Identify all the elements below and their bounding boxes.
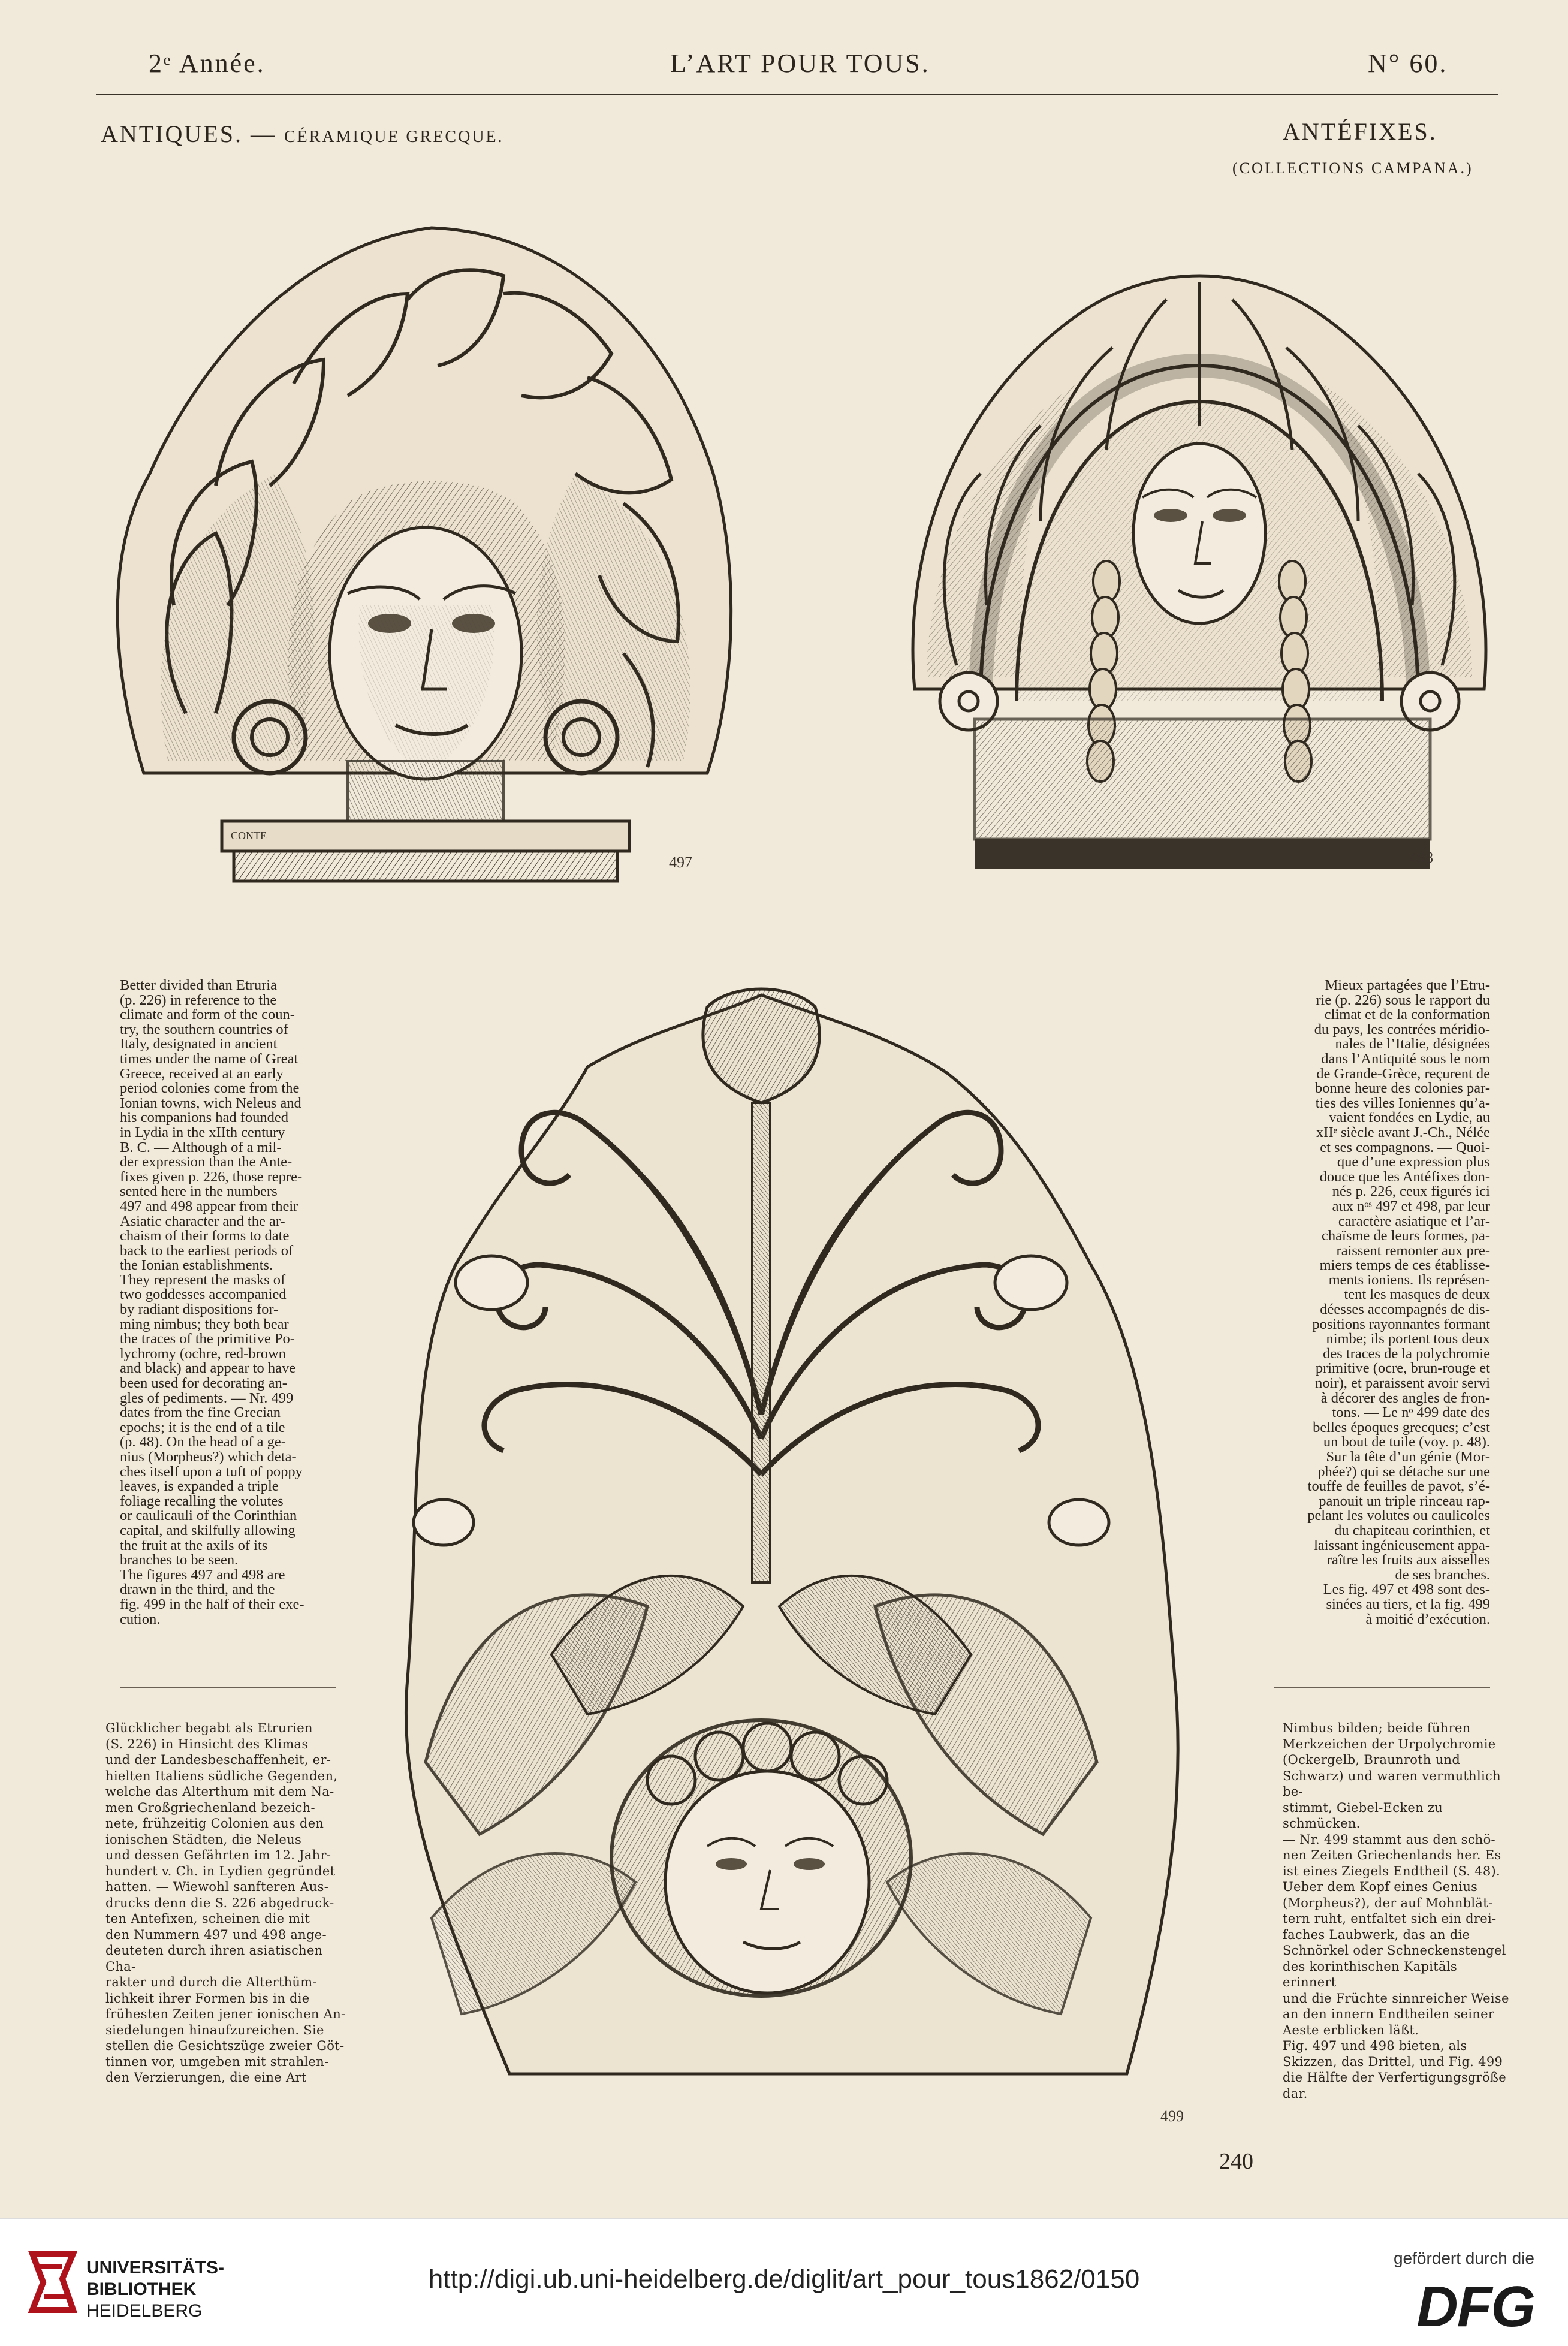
page-number: 240	[1219, 2149, 1253, 2174]
library-name-line-1: UNIVERSITÄTS-	[86, 2258, 225, 2278]
funding-note: gefördert durch die	[1393, 2249, 1534, 2267]
digital-copy-url[interactable]: http://digi.ub.uni-heidelberg.de/diglit/art_pour_tous1862/0150	[428, 2264, 1140, 2294]
library-name-line-2: BIBLIOTHEK	[86, 2279, 197, 2299]
figure-499-tile-end	[372, 983, 1223, 2098]
antefix-goddess-illustration-1	[96, 222, 755, 887]
figure-497-antefix	[96, 222, 755, 887]
english-text-column: Better divided than Etruria (p. 226) in reference to the climate and form of the coun- try, the southern countries of Italy, designated in ancient times under the name of Great Greece, received at an early period colonies come from the Ionian towns, wich Neleus and his companions had founded in Lydia in the xIIth century B. C. — Although of a mil- der expression than the Ante- fixes given p. 226, those repre- sented here in the numbers 497 and 498 appear from their Asiatic character and the ar- chaism of their forms to date back to the earliest periods of the Ionian establishments. They represent the masks of two goddesses accompanied by radiant dispositions for- ming nimbus; they both bear the traces of the primitive Po- lychromy (ochre, red-brown and black) and appear to have been used for decorating an- gles of pediments. — Nr. 499 dates from the fine Grecian epochs; it is the end of a tile (p. 48). On the head of a ge- nius (Morpheus?) which deta- ches itself upon a tuft of poppy leaves, is expanded a triple foliage recalling the volutes or caulicauli of the Corinthian capital, and skilfully allowing the fruit at the axils of its branches to be seen. The figures 497 and 498 are drawn in the third, and the fig. 499 in the half of their exe- cution.	[120, 977, 304, 1627]
german-text-column-left: Glücklicher begabt als Etrurien (S. 226) in Hinsicht des Klimas und der Landesbeschaffenheit, er- hielten Italiens südliche Gegenden, welche das Alterthum mit dem Na- men Großgriechenland bezeich- nete, frühzeitig Colonien aus den ionischen Städten, die Neleus und dessen Gefährten im 12. Jahr- hundert v. Ch. in Lydien gegründet hatten. — Wiewohl sanfteren Aus- drucks denn die S. 226 abgedruck- ten Antefixen, scheinen die mit den Nummern 497 und 498 ange- deuteten durch ihren asiatischen Cha- rakter und durch die Alterthüm- lichkeit ihrer Formen bis in die frühesten Zeiten jener ionischen An- siedelungen hinaufzureichen. Sie stellen die Gesichtszüge zweier Göt- tinnen vor, umgeben mit strahlen- den Verzierungen, die eine Art	[105, 1721, 346, 2085]
german-text-column-right: Nimbus bilden; beide führen Merkzeichen der Urpolychromie (Ockergelb, Braunroth und Schwarz) und waren vermuthlich be- stimmt, Giebel-Ecken zu schmücken. — Nr. 499 stammt aus den schö- nen Zeiten Griechenlands her. Es ist eines Ziegels Endtheil (S. 48). Ueber dem Kopf eines Genius (Morpheus?), der auf Mohnblät- tern ruht, entfaltet sich ein drei- faches Laubwerk, das an die Schnörkel oder Schneckenstengel des korinthischen Kapitäls erinnert und die Früchte sinnreicher Weise an den innern Endtheilen seiner Aeste erblicken läßt. Fig. 497 und 498 bieten, als Skizzen, das Drittel, und Fig. 499 die Hälfte der Verfertigungsgröße dar.	[1283, 1721, 1509, 2101]
figure-498-antefix	[879, 246, 1520, 881]
section-subtitle: CÉRAMIQUE GRECQUE.	[284, 128, 504, 146]
library-name-line-3: HEIDELBERG	[86, 2301, 203, 2321]
digitization-footer	[0, 2218, 1568, 2346]
french-text-column: Mieux partagées que l’Etru- rie (p. 226) sous le rapport du climat et de la conformation du pays, les contrées méridio- nales de l’Italie, désignées dans l’Antiquité sous le nom de Grande-Grèce, reçurent de bonne heure des colonies par- ties des villes Ioniennes qu’a- vaient fondées en Lydie, au xIIᵉ siècle avant J.-Ch., Nélée et ses compagnons. — Quoi- que d’une expression plus douce que les Antéfixes don- nés p. 226, ceux figurés ici aux nᵒˢ 497 et 498, par leur caractère asiatique et l’ar- chaïsme de leurs formes, pa- raissent remonter aux pre- miers temps de ces établisse- ments ioniens. Ils représen- tent les masques de deux déesses accompagnés de dis- positions rayonnantes formant nimbe; ils portent tous deux des traces de la polychromie primitive (ocre, brun-rouge et noir), et paraissent avoir servi à décorer des angles de fron- tons. — Le nᵒ 499 date des belles époques grecques; c’est un bout de tuile (voy. p. 48). Sur la tête d’un génie (Mor- phée?) qui se détache sur une touffe de feuilles de pavot, s’é- panouit un triple rinceau rap- pelant les volutes ou caulicoles du chapiteau corinthien, et laissant ingénieusement appa- raître les fruits aux aisselles de ses branches. Les fig. 497 et 498 sont des- sinées au tiers, et la fig. 499 à moitié d’exécution.	[1307, 977, 1490, 1627]
column-separator-left	[120, 1687, 336, 1688]
header-year: 2ᵉ Année.	[149, 49, 266, 78]
engraver-signature: CONTE	[231, 830, 267, 842]
genius-palmette-illustration	[372, 983, 1223, 2098]
column-separator-right	[1274, 1687, 1490, 1688]
section-title-left	[101, 120, 504, 148]
header-rule	[96, 94, 1498, 95]
collection-note: (COLLECTIONS CAMPANA.)	[1232, 159, 1473, 177]
section-title-main: ANTIQUES. —	[101, 120, 276, 147]
dfg-logo: DFG	[1416, 2275, 1534, 2339]
figure-499-number: 499	[1160, 2107, 1184, 2125]
figure-498-number: 498	[1410, 849, 1433, 866]
header-journal-title: L’ART POUR TOUS.	[670, 49, 930, 78]
section-title-right: ANTÉFIXES.	[1283, 118, 1437, 145]
header-issue-number: N° 60.	[1368, 49, 1448, 78]
antefix-goddess-illustration-2	[879, 246, 1520, 881]
figure-497-number: 497	[669, 854, 692, 871]
